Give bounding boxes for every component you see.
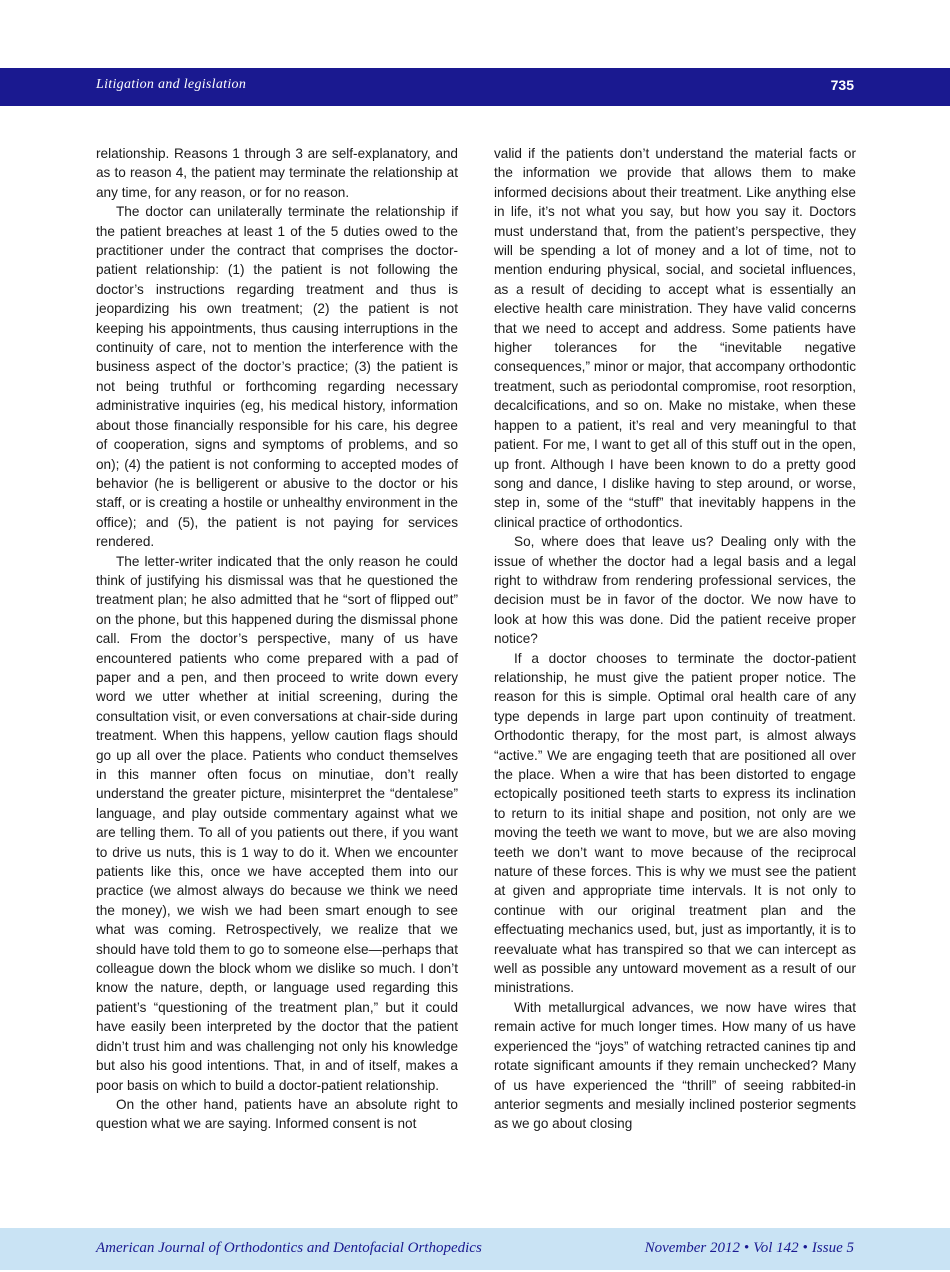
right-column (494, 144, 856, 1134)
issue-date: November 2012 (644, 1240, 740, 1256)
page-number: 735 (830, 77, 854, 93)
issue-volume: Vol 142 (753, 1240, 799, 1256)
section-title: Litigation and legislation (96, 77, 247, 92)
bullet-separator: • (743, 1240, 750, 1256)
paragraph: On the other hand, patients have an absolute right to question what we are saying. Informed consent is not (96, 1096, 458, 1132)
paragraph: The letter-writer indicated that the only reason he could think of justifying his dismissal was that he questioned the treatment plan; he also admitted that he “sort of flipped out” on the phone, but this happened during the dismissal phone call. From the doctor’s perspective, many of us have encountered patients who come prepared with a pad of paper and a pen, and then proceed to write down every word we utter whether at initial screening, during the consultation visit, or even conversations at chair-side during treatment. When this happens, yellow caution flags should go up all over the place. Patients who conduct themselves in this manner often focus on minutiae, don’t really understand the greater picture, misinterpret the “dentalese” language, and play outside commentary against what we are telling them. To all of you patients out there, if you want to drive us nuts, this is 1 way to do it. When we encounter patients like this, once we have accepted them into our practice (we almost always do because we think we need the money), we wish we had been smart enough to see what was coming. Retrospectively, we realize that we should have told them to go to someone else—perhaps that colleague down the block whom we dislike so much. I don’t know the nature, depth, or language used regarding this patient’s “questioning of the treatment plan,” but it could have easily been interpreted by the doctor that the patient didn’t trust him and was challenging not only his knowledge but also his good intentions. That, in and of itself, makes a poor basis on which to build a doctor-patient relationship. (96, 553, 458, 1093)
issue-number: Issue 5 (811, 1240, 854, 1256)
issue-info (645, 1240, 854, 1257)
running-footer (0, 1228, 950, 1270)
paragraph: So, where does that leave us? Dealing only with the issue of whether the doctor had a legal basis and a legal right to withdraw from rendering professional services, the decision must be in favor of the doctor. We now have to look at how this was done. Did the patient receive proper notice? (494, 534, 856, 647)
bullet-separator: • (802, 1240, 808, 1256)
paragraph: valid if the patients don’t understand the material facts or the information we provide that allows them to make informed decisions about their treatment. Like anything else in life, it’s not what you say, but how you say it. Doctors must understand that, from the patient’s perspective, they will be spending a lot of money and a lot of time, not to mention enduring physical, social, and societal influences, as a result of deciding to accept what is essentially an elective health care ministration. They have valid concerns that we need to accept and address. Some patients have higher tolerances for the “inevitable negative consequences,” minor or major, that accompany orthodontic treatment, such as periodontal compromise, root resorption, decalcifications, and so on. Make no mistake, when these happen to a patient, it’s real and very meaningful to that patient. For me, I want to get all of this stuff out in the open, up front. Although I have been known to do a pretty good song and dance, I dislike having to step around, or worse, step in, some of the “stuff” that inevitably happens in the clinical practice of orthodontics. (494, 146, 856, 530)
paragraph: If a doctor chooses to terminate the doctor-patient relationship, he must give the patient proper notice. The reason for this is simple. Optimal oral health care of any type depends in large part upon continuity of treatment. Orthodontic therapy, for the most part, is almost always “active.” We are engaging teeth that are positioned all over the place. When a wire that has been distorted to engage ectopically positioned teeth starts to express its inclination to return to its initial shape and position, not only are we moving the teeth we want to move, but we are also moving teeth we don’t want to move because of the reciprocal nature of these forces. This is why we must see the patient at given and appropriate time intervals. It is not only to continue with our original treatment plan and the effectuating mechanics used, but, just as importantly, it is to reevaluate what has transpired so that we can intercept as well as possible any untoward movement as a result of our ministrations. (494, 650, 856, 996)
paragraph: With metallurgical advances, we now have wires that remain active for much longer times. How many of us have experienced the “joys” of watching retracted canines tip and rotate significant amounts if they remain unchecked? Many of us have experienced the “thrill” of seeing rabbited-in anterior segments and mesially inclined posterior segments as we go about closing (494, 999, 856, 1132)
running-header (0, 68, 950, 106)
paragraph: relationship. Reasons 1 through 3 are self-explanatory, and as to reason 4, the patient may terminate the relationship at any time, for any reason, or for no reason. (96, 146, 458, 200)
paragraph: The doctor can unilaterally terminate the relationship if the patient breaches at least 1 of the 5 duties owed to the practitioner under the contract that comprises the doctor-patient relationship: (1) the patient is not following the doctor’s instructions regarding treatment and thus is jeopardizing his own treatment; (2) the patient is not keeping his appointments, thus causing interruptions in the continuity of care, not to mention the interference with the business aspect of the doctor’s practice; (3) the patient is not being truthful or forthcoming regarding necessary administrative inquiries (eg, his medical history, information about those financially responsible for his care, his degree of cooperation, signs and symptoms of problems, and so on); (4) the patient is not conforming to accepted modes of behavior (he is belligerent or abusive to the doctor or his staff, or is creating a hostile or unhealthy environment in the office); and (5), the patient is not paying for services rendered. (96, 204, 458, 550)
journal-name: American Journal of Orthodontics and Dentofacial Orthopedics (96, 1240, 482, 1256)
left-column (96, 144, 458, 1134)
